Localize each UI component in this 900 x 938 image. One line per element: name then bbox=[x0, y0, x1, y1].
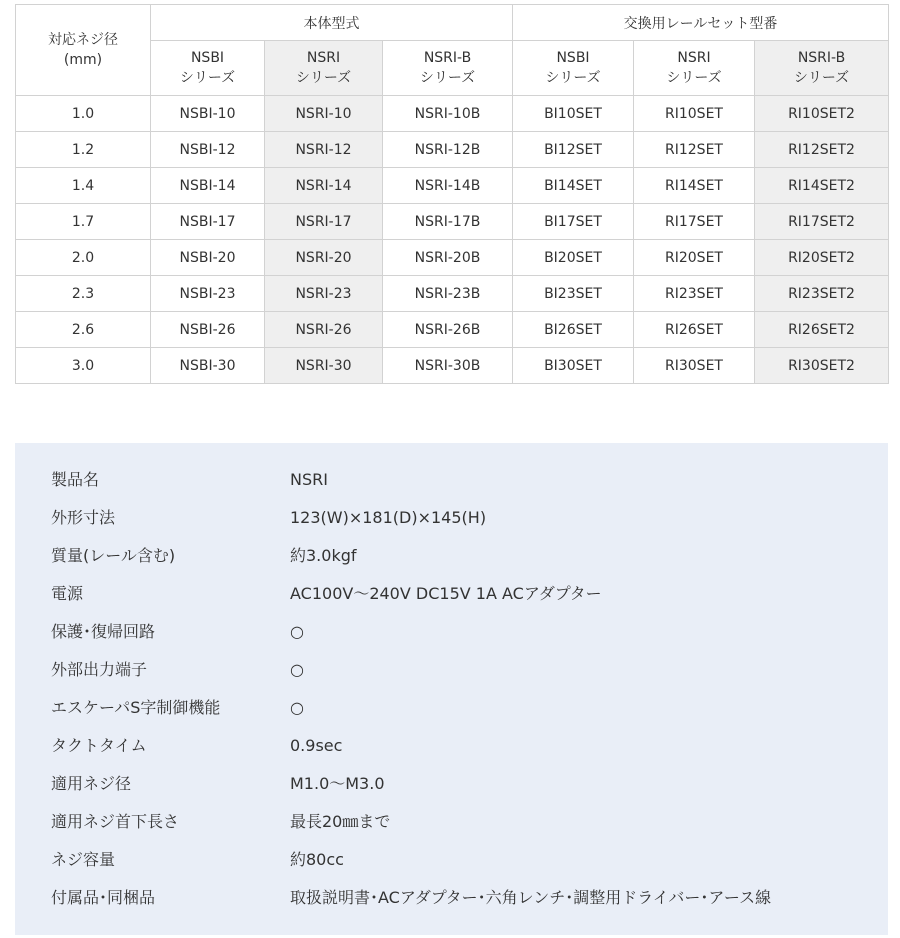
series-header bbox=[151, 41, 265, 96]
spec-label: タクトタイム bbox=[51, 736, 147, 755]
body-model-group-header: 本体型式 bbox=[151, 5, 513, 41]
spec-value: NSRI bbox=[290, 470, 328, 489]
spec-label: 付属品･同梱品 bbox=[51, 888, 156, 907]
table-row bbox=[16, 96, 889, 132]
model-number-cell: RI23SET2 bbox=[755, 276, 889, 312]
model-number-cell: BI23SET bbox=[513, 276, 634, 312]
spec-value: 最長20㎜まで bbox=[290, 812, 391, 831]
model-number-cell: NSBI-14 bbox=[151, 168, 265, 204]
series-header bbox=[755, 41, 889, 96]
model-number-cell: NSBI-23 bbox=[151, 276, 265, 312]
spec-value: ○ bbox=[290, 622, 304, 641]
screw-size-header bbox=[16, 5, 151, 96]
series-header bbox=[513, 41, 634, 96]
model-number-cell: NSRI-14B bbox=[383, 168, 513, 204]
series-header-text: NSRI シリーズ bbox=[666, 50, 722, 86]
model-number-cell: BI12SET bbox=[513, 132, 634, 168]
model-number-cell: NSRI-14 bbox=[265, 168, 383, 204]
model-number-cell: RI14SET2 bbox=[755, 168, 889, 204]
model-number-cell: BI10SET bbox=[513, 96, 634, 132]
series-header-text: NSRI シリーズ bbox=[295, 50, 352, 86]
screw-size-cell: 1.4 bbox=[16, 168, 151, 204]
model-number-cell: RI26SET bbox=[634, 312, 755, 348]
model-number-cell: RI10SET bbox=[634, 96, 755, 132]
model-number-cell: BI17SET bbox=[513, 204, 634, 240]
spec-row bbox=[15, 879, 888, 917]
model-number-cell: NSRI-23B bbox=[383, 276, 513, 312]
spec-row bbox=[15, 613, 888, 651]
model-number-cell: NSBI-30 bbox=[151, 348, 265, 384]
screw-size-cell: 1.7 bbox=[16, 204, 151, 240]
model-number-cell: NSRI-23 bbox=[265, 276, 383, 312]
spec-row bbox=[15, 803, 888, 841]
model-number-cell: RI30SET2 bbox=[755, 348, 889, 384]
model-number-cell: NSBI-10 bbox=[151, 96, 265, 132]
model-number-cell: RI17SET bbox=[634, 204, 755, 240]
spec-value: 0.9sec bbox=[290, 736, 343, 755]
model-number-cell: NSRI-26B bbox=[383, 312, 513, 348]
model-number-cell: RI14SET bbox=[634, 168, 755, 204]
screw-size-cell: 3.0 bbox=[16, 348, 151, 384]
spec-value: ○ bbox=[290, 660, 304, 679]
table-row bbox=[16, 276, 889, 312]
spec-label: 外形寸法 bbox=[51, 508, 116, 527]
model-number-cell: NSBI-20 bbox=[151, 240, 265, 276]
spec-label: 外部出力端子 bbox=[51, 660, 148, 679]
model-number-cell: RI20SET2 bbox=[755, 240, 889, 276]
spec-row bbox=[15, 765, 888, 803]
model-number-cell: RI23SET bbox=[634, 276, 755, 312]
spec-row bbox=[15, 689, 888, 727]
screw-size-cell: 2.6 bbox=[16, 312, 151, 348]
model-table bbox=[15, 4, 889, 384]
screw-size-cell: 1.0 bbox=[16, 96, 151, 132]
spec-panel bbox=[15, 443, 888, 935]
spec-value: 約80cc bbox=[290, 850, 344, 869]
spec-value: 123(W)×181(D)×145(H) bbox=[290, 508, 487, 527]
model-number-cell: RI12SET bbox=[634, 132, 755, 168]
series-header-text: NSRI-B シリーズ bbox=[793, 50, 850, 86]
model-number-cell: BI14SET bbox=[513, 168, 634, 204]
spec-row bbox=[15, 575, 888, 613]
spec-row bbox=[15, 651, 888, 689]
model-number-cell: NSRI-12 bbox=[265, 132, 383, 168]
spec-value: AC100V～240V DC15V 1A ACアダプター bbox=[290, 584, 602, 603]
series-header-text: NSBI シリーズ bbox=[545, 50, 601, 86]
spec-row bbox=[15, 461, 888, 499]
spec-label: 電源 bbox=[51, 584, 84, 603]
model-number-cell: NSBI-17 bbox=[151, 204, 265, 240]
series-header-text: NSRI-B シリーズ bbox=[419, 50, 476, 86]
series-header bbox=[265, 41, 383, 96]
model-number-cell: BI20SET bbox=[513, 240, 634, 276]
screw-size-cell: 1.2 bbox=[16, 132, 151, 168]
screw-size-header-text: 対応ネジ径 (mm) bbox=[48, 32, 118, 68]
model-number-cell: NSRI-10 bbox=[265, 96, 383, 132]
screw-size-cell: 2.0 bbox=[16, 240, 151, 276]
model-number-cell: NSBI-12 bbox=[151, 132, 265, 168]
spec-value: M1.0～M3.0 bbox=[290, 774, 385, 793]
spec-label: ネジ容量 bbox=[51, 850, 116, 869]
model-number-cell: RI10SET2 bbox=[755, 96, 889, 132]
model-number-cell: NSRI-17B bbox=[383, 204, 513, 240]
spec-row bbox=[15, 499, 888, 537]
series-header bbox=[383, 41, 513, 96]
series-header-text: NSBI シリーズ bbox=[179, 50, 236, 86]
spec-label: 製品名 bbox=[51, 470, 100, 489]
model-number-cell: BI26SET bbox=[513, 312, 634, 348]
spec-row bbox=[15, 727, 888, 765]
model-number-cell: RI17SET2 bbox=[755, 204, 889, 240]
spec-label: 保護･復帰回路 bbox=[51, 622, 156, 641]
model-number-cell: RI20SET bbox=[634, 240, 755, 276]
table-row bbox=[16, 348, 889, 384]
model-number-cell: NSRI-20B bbox=[383, 240, 513, 276]
spec-value: 約3.0kgf bbox=[290, 546, 357, 565]
model-number-cell: NSRI-10B bbox=[383, 96, 513, 132]
table-row bbox=[16, 312, 889, 348]
table-row bbox=[16, 168, 889, 204]
spec-label: 質量(レール含む) bbox=[51, 546, 176, 565]
model-number-cell: NSRI-12B bbox=[383, 132, 513, 168]
table-row bbox=[16, 204, 889, 240]
screw-size-cell: 2.3 bbox=[16, 276, 151, 312]
spec-label: 適用ネジ首下長さ bbox=[51, 812, 180, 831]
model-number-cell: NSRI-26 bbox=[265, 312, 383, 348]
spec-label: エスケーパS字制御機能 bbox=[51, 698, 221, 717]
model-number-cell: RI30SET bbox=[634, 348, 755, 384]
model-number-cell: RI12SET2 bbox=[755, 132, 889, 168]
spec-label: 適用ネジ径 bbox=[51, 774, 132, 793]
model-number-cell: NSRI-17 bbox=[265, 204, 383, 240]
rail-set-group-header: 交換用レールセット型番 bbox=[513, 5, 889, 41]
table-row bbox=[16, 240, 889, 276]
series-header bbox=[634, 41, 755, 96]
model-number-cell: NSRI-30B bbox=[383, 348, 513, 384]
spec-value: 取扱説明書･ACアダプター･六角レンチ･調整用ドライバー･アース線 bbox=[290, 888, 772, 907]
model-number-cell: NSBI-26 bbox=[151, 312, 265, 348]
model-number-cell: NSRI-30 bbox=[265, 348, 383, 384]
spec-value: ○ bbox=[290, 698, 304, 717]
model-number-cell: NSRI-20 bbox=[265, 240, 383, 276]
model-number-cell: RI26SET2 bbox=[755, 312, 889, 348]
spec-row bbox=[15, 537, 888, 575]
model-number-cell: BI30SET bbox=[513, 348, 634, 384]
table-row bbox=[16, 132, 889, 168]
spec-row bbox=[15, 841, 888, 879]
